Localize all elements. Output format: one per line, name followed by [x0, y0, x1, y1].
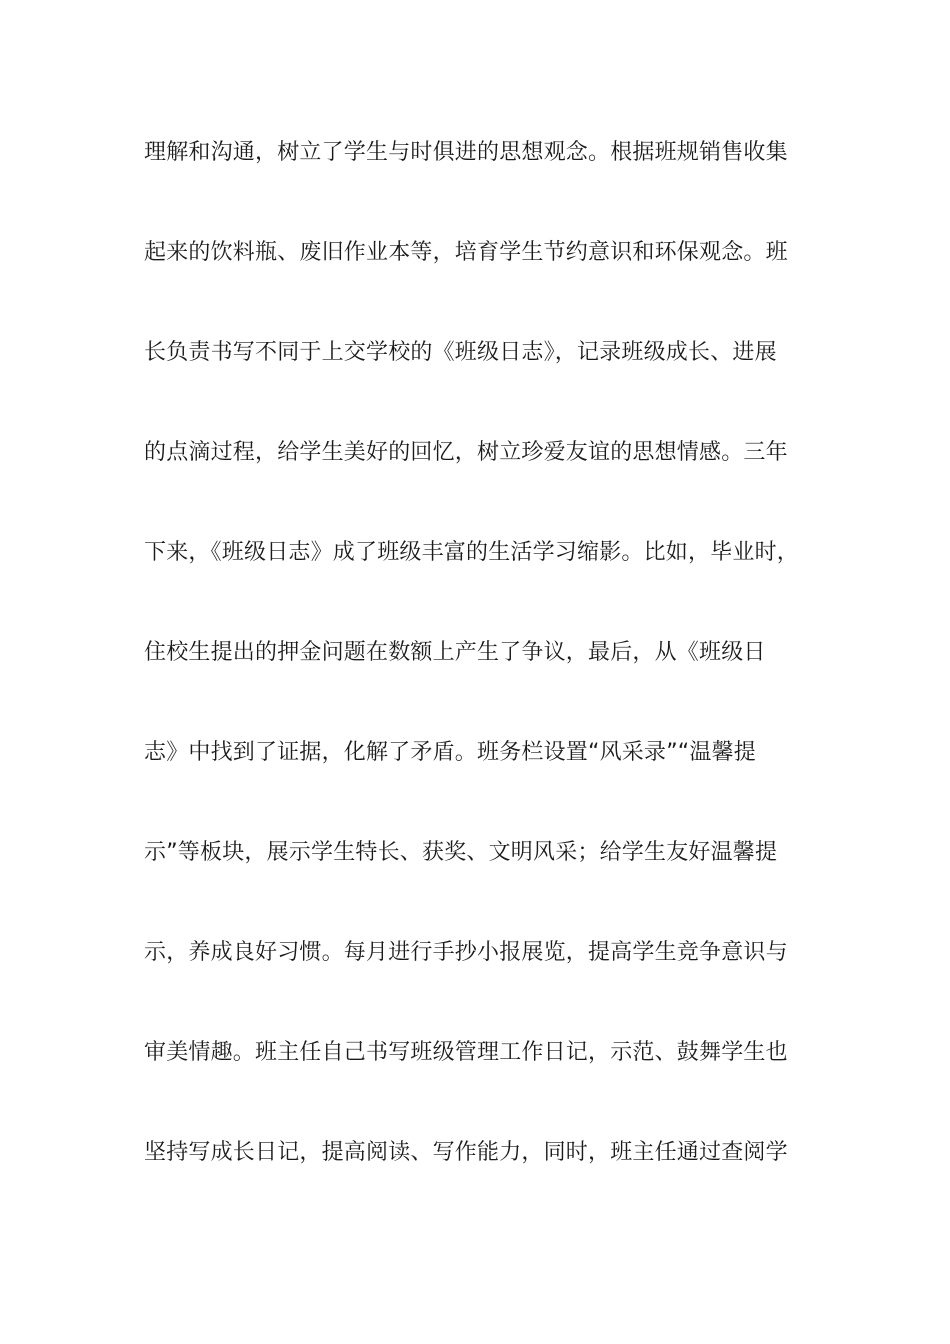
text-line: 志》中找到了证据，化解了矛盾。班务栏设置“风采录”“温馨提	[144, 740, 756, 765]
text-line: 理解和沟通，树立了学生与时俱进的思想观念。根据班规销售收集	[144, 140, 788, 165]
text-line: 示，养成良好习惯。每月进行手抄小报展览，提高学生竞争意识与	[144, 940, 788, 965]
text-line: 住校生提出的押金问题在数额上产生了争议，最后，从《班级日	[144, 640, 766, 665]
text-line: 坚持写成长日记，提高阅读、写作能力，同时，班主任通过查阅学	[144, 1140, 788, 1165]
text-line: 起来的饮料瓶、废旧作业本等，培育学生节约意识和环保观念。班	[144, 240, 788, 265]
text-line: 下来，《班级日志》成了班级丰富的生活学习缩影。比如，毕业时，	[144, 540, 800, 565]
body-paragraph	[144, 130, 824, 1230]
text-line: 示”等板块，展示学生特长、获奖、文明风采；给学生友好温馨提	[144, 840, 778, 865]
text-line: 审美情趣。班主任自己书写班级管理工作日记，示范、鼓舞学生也	[144, 1040, 788, 1065]
text-line: 的点滴过程，给学生美好的回忆，树立珍爱友谊的思想情感。三年	[144, 440, 788, 465]
text-line: 长负责书写不同于上交学校的《班级日志》，记录班级成长、进展	[144, 340, 777, 365]
